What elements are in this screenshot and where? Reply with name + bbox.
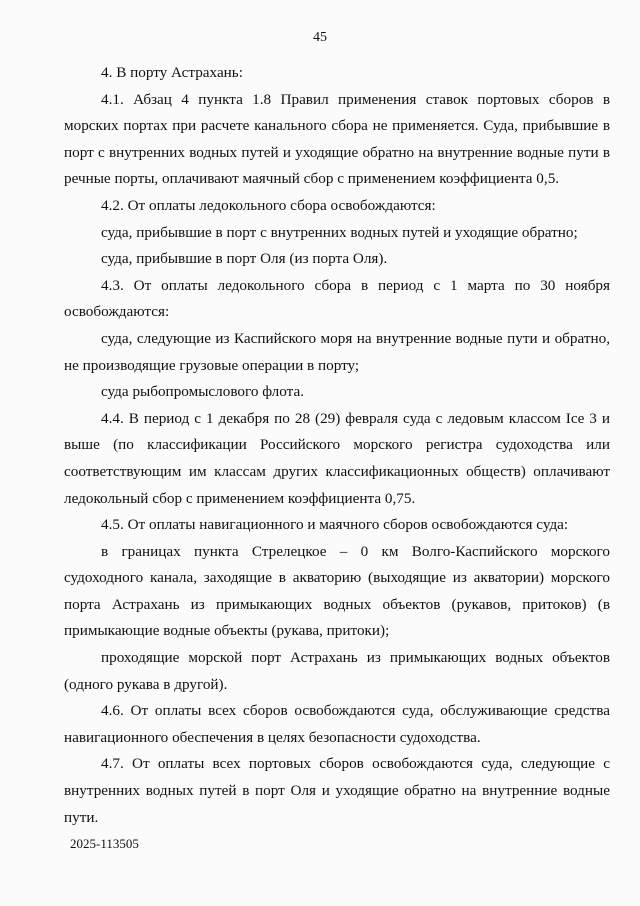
paragraph: проходящие морской порт Астрахань из примыкающих водных объектов (одного рукава в другой). bbox=[64, 649, 610, 693]
page-number: 45 bbox=[313, 30, 327, 45]
document-body bbox=[64, 60, 610, 831]
paragraph: суда, прибывшие в порт с внутренних водных путей и уходящие обратно; bbox=[101, 223, 578, 241]
paragraph: 4.7. От оплаты всех портовых сборов освобождаются суда, следующие с внутренних водных путей в порт Оля и уходящие обратно на внутренние водные пути. bbox=[64, 755, 610, 826]
paragraph: 4.3. От оплаты ледокольного сбора в период с 1 марта по 30 ноября освобождаются: bbox=[64, 276, 610, 321]
paragraph: суда, следующие из Каспийского моря на внутренние водные пути и обратно, не производящие грузовые операции в порту; bbox=[64, 329, 610, 374]
paragraph: суда, прибывшие в порт Оля (из порта Оля). bbox=[101, 250, 388, 268]
paragraph: 4.4. В период с 1 декабря по 28 (29) февраля суда с ледовым классом Ice 3 и выше (по классификации Российского морского регистра судоходства или соответствующим им классам других классификационных обществ) оплачивают ледокольный сбор с применением коэффициента 0,75. bbox=[64, 409, 610, 507]
paragraph: 4. В порту Астрахань: bbox=[101, 64, 243, 81]
document-code: 2025-113505 bbox=[70, 836, 139, 851]
paragraph: в границах пункта Стрелецкое – 0 км Волго-Каспийского морского судоходного канала, заходящие в акваторию (выходящие из акватории) морского порта Астрахань из примыкающих водных объектов (рукавов, притоков) (в примыкающие водные объекты (рукава, притоки); bbox=[64, 542, 610, 640]
paragraph: суда рыбопромыслового флота. bbox=[101, 383, 305, 401]
paragraph: 4.6. От оплаты всех сборов освобождаются суда, обслуживающие средства навигационного обеспечения в целях безопасности судоходства. bbox=[64, 702, 610, 746]
paragraph: 4.1. Абзац 4 пункта 1.8 Правил применения ставок портовых сборов в морских портах при расчете канального сбора не применяется. Суда, прибывшие в порт с внутренних водных путей и уходящие обратно на внутренние водные пути в речные порты, оплачивают маячный сбор с применением коэффициента 0,5. bbox=[64, 90, 610, 188]
paragraph: 4.2. От оплаты ледокольного сбора освобождаются: bbox=[101, 196, 436, 214]
paragraph: 4.5. От оплаты навигационного и маячного сборов освобождаются суда: bbox=[101, 516, 569, 534]
